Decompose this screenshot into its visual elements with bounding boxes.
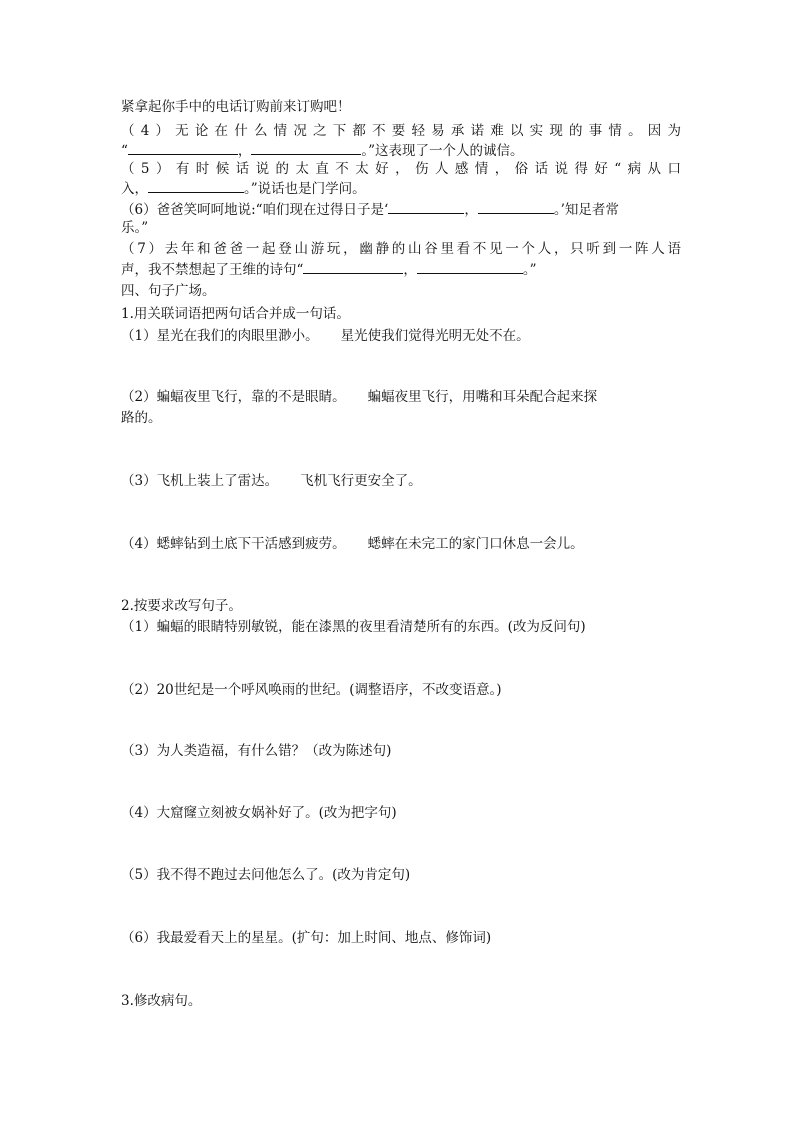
intro-line: 紧拿起你手中的电话订购前来订购吧！ — [121, 99, 351, 115]
part2-title: 2.按要求改写句子。 — [121, 598, 242, 614]
q6-blank-1[interactable] — [388, 200, 464, 214]
q7-line1: （7）去年和爸爸一起登山游玩，幽静的山谷里看不见一个人，只听到一阵人语 — [121, 241, 681, 257]
part3-title: 3.修改病句。 — [121, 993, 202, 1009]
part1-item-3: （3）飞机上装上了雷达。 飞机飞行更安全了。 — [121, 473, 422, 489]
part2-item-4: （4）大窟窿立刻被女娲补好了。(改为把字句) — [121, 805, 397, 821]
part1-item-4: （4）蟋蟀钻到土底下干活感到疲劳。 蟋蟀在未完工的家门口休息一会儿。 — [121, 536, 584, 552]
part2-item-6: （6）我最爱看天上的星星。(扩句：加上时间、地点、修饰词) — [121, 930, 492, 946]
q4-line2: “ ， 。”这表现了一个人的诚信。 — [121, 143, 524, 159]
part2-item-3: （3）为人类造福，有什么错？（改为陈述句) — [121, 743, 392, 759]
q6-line1: （6）爸爸笑呵呵地说:“咱们现在过得日子是‘ ， 。’知足者常 — [121, 202, 619, 218]
part1-item-1: （1）星光在我们的肉眼里渺小。 星光使我们觉得光明无处不在。 — [121, 328, 530, 344]
q6-blank-2[interactable] — [478, 200, 554, 214]
part1-item-2-cont: 路的。 — [121, 410, 162, 426]
section-heading: 四、句子广场。 — [121, 283, 216, 299]
q6-line2: 乐。” — [121, 220, 149, 236]
part1-item-2: （2）蝙蝠夜里飞行，靠的不是眼睛。 蝙蝠夜里飞行，用嘴和耳朵配合起来探 — [121, 389, 598, 405]
q7-blank-1[interactable] — [303, 260, 403, 274]
part2-item-1: （1）蝙蝠的眼睛特别敏锐，能在漆黑的夜里看清楚所有的东西。(改为反问句) — [121, 619, 586, 635]
q4-blank-2[interactable] — [251, 141, 361, 155]
part1-title: 1.用关联词语把两句话合并成一句话。 — [121, 306, 350, 322]
part2-item-5: （5）我不得不跑过去问他怎么了。(改为肯定句) — [121, 867, 411, 883]
q4-blank-1[interactable] — [128, 141, 238, 155]
part2-item-2: （2）20世纪是一个呼风唤雨的世纪。(调整语序，不改变语意。) — [121, 682, 502, 698]
q5-blank[interactable] — [148, 179, 244, 193]
q7-line2: 声，我不禁想起了王维的诗句“ ， 。” — [121, 262, 537, 278]
q4-line1: （4）无论在什么情况之下都不要轻易承诺难以实现的事情。因为 — [121, 123, 681, 139]
q5-line2: 入， 。”说话也是门学问。 — [121, 181, 366, 197]
q7-blank-2[interactable] — [417, 260, 523, 274]
q5-line1: （5）有时候话说的太直不太好，伤人感情，俗话说得好“病从口 — [121, 161, 681, 177]
